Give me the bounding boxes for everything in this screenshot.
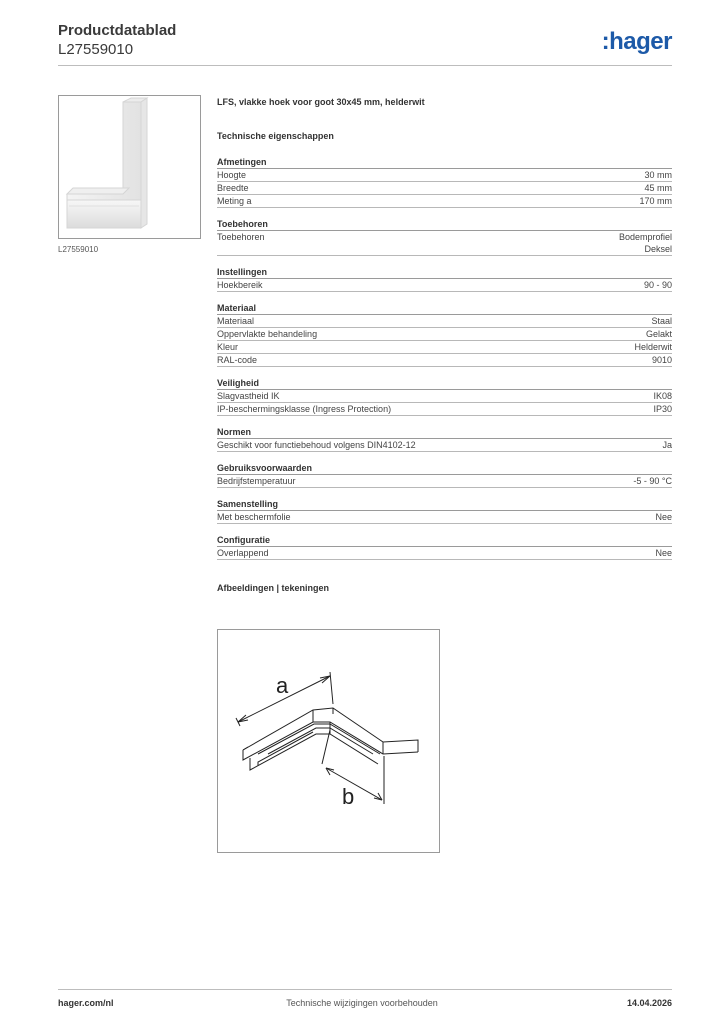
section-title: Afmetingen — [217, 156, 672, 169]
section-title: Instellingen — [217, 266, 672, 279]
spec-label: IP-beschermingsklasse (Ingress Protection) — [217, 404, 392, 414]
section-standards — [217, 426, 672, 452]
technical-drawing — [217, 629, 440, 853]
hager-logo — [602, 28, 672, 56]
spec-value: 45 mm — [644, 183, 672, 193]
footer-disclaimer: Technische wijzigingen voorbehouden — [286, 998, 438, 1008]
spec-value: Gelakt — [645, 329, 672, 339]
spec-label: Toebehoren — [217, 232, 265, 242]
section-operating-conditions — [217, 462, 672, 488]
spec-sections — [217, 156, 672, 560]
product-description: LFS, vlakke hoek voor goot 30x45 mm, helderwit — [217, 97, 425, 107]
spec-row — [217, 547, 672, 560]
spec-label: Kleur — [217, 342, 239, 352]
spec-label: Slagvastheid IK — [217, 391, 280, 401]
spec-value: 30 mm — [644, 170, 672, 180]
section-safety — [217, 377, 672, 416]
logo-text: hager — [609, 28, 672, 55]
dimension-b-label: b — [342, 784, 355, 809]
spec-row — [217, 231, 672, 256]
dimension-a-label: a — [276, 673, 289, 698]
section-title: Configuratie — [217, 534, 672, 547]
spec-label: Met beschermfolie — [217, 512, 291, 522]
section-title: Materiaal — [217, 302, 672, 315]
spec-row — [217, 354, 672, 367]
product-photo — [58, 95, 201, 239]
technical-drawing-graphic — [218, 630, 439, 852]
technical-properties-heading: Technische eigenschappen — [217, 131, 334, 141]
spec-label: Hoekbereik — [217, 280, 263, 290]
spec-row — [217, 195, 672, 208]
spec-label: Geschikt voor functiebehoud volgens DIN4102-12 — [217, 440, 416, 450]
spec-row — [217, 169, 672, 182]
spec-row — [217, 511, 672, 524]
document-header — [58, 22, 176, 59]
spec-value: 170 mm — [639, 196, 672, 206]
section-composition — [217, 498, 672, 524]
spec-value: IP30 — [653, 404, 672, 414]
spec-value: Helderwit — [634, 342, 672, 352]
product-photo-caption: L27559010 — [58, 245, 99, 254]
spec-value — [619, 231, 672, 255]
product-number: L27559010 — [58, 41, 134, 58]
spec-value: IK08 — [653, 391, 672, 401]
spec-label: Overlappend — [217, 548, 269, 558]
spec-value: Staal — [651, 316, 672, 326]
section-material — [217, 302, 672, 367]
spec-label: Bedrijfstemperatuur — [217, 476, 296, 486]
section-title: Samenstelling — [217, 498, 672, 511]
spec-value: Ja — [662, 440, 672, 450]
spec-label: Meting a — [217, 196, 252, 206]
section-title: Veiligheid — [217, 377, 672, 390]
drawings-heading: Afbeeldingen | tekeningen — [217, 583, 330, 593]
logo-colon-mark: : — [601, 28, 610, 55]
spec-value-line: Deksel — [644, 244, 672, 254]
spec-row — [217, 328, 672, 341]
section-settings — [217, 266, 672, 292]
product-photo-graphic — [59, 96, 200, 238]
spec-row — [217, 341, 672, 354]
header-divider — [58, 65, 672, 66]
spec-value: Nee — [655, 512, 672, 522]
spec-value: Nee — [655, 548, 672, 558]
spec-row — [217, 403, 672, 416]
spec-value-line: Bodemprofiel — [618, 232, 672, 242]
spec-label: Breedte — [217, 183, 249, 193]
spec-row — [217, 439, 672, 452]
footer-divider — [58, 989, 672, 990]
spec-row — [217, 279, 672, 292]
footer-website: hager.com/nl — [58, 998, 114, 1008]
section-accessories — [217, 218, 672, 256]
spec-value: 90 - 90 — [643, 280, 672, 290]
section-configuration — [217, 534, 672, 560]
spec-row — [217, 475, 672, 488]
spec-label: Hoogte — [217, 170, 247, 180]
section-title: Gebruiksvoorwaarden — [217, 462, 672, 475]
document-title: Productdatablad — [58, 22, 177, 39]
spec-value: -5 - 90 °C — [633, 476, 672, 486]
section-title: Toebehoren — [217, 218, 672, 231]
spec-label: Materiaal — [217, 316, 255, 326]
section-title: Normen — [217, 426, 672, 439]
spec-row — [217, 182, 672, 195]
spec-label: Oppervlakte behandeling — [217, 329, 318, 339]
spec-row — [217, 390, 672, 403]
section-dimensions — [217, 156, 672, 208]
spec-value: 9010 — [651, 355, 672, 365]
spec-label: RAL-code — [217, 355, 258, 365]
product-specifications — [217, 96, 672, 594]
footer-date: 14.04.2026 — [626, 998, 672, 1008]
spec-row — [217, 315, 672, 328]
